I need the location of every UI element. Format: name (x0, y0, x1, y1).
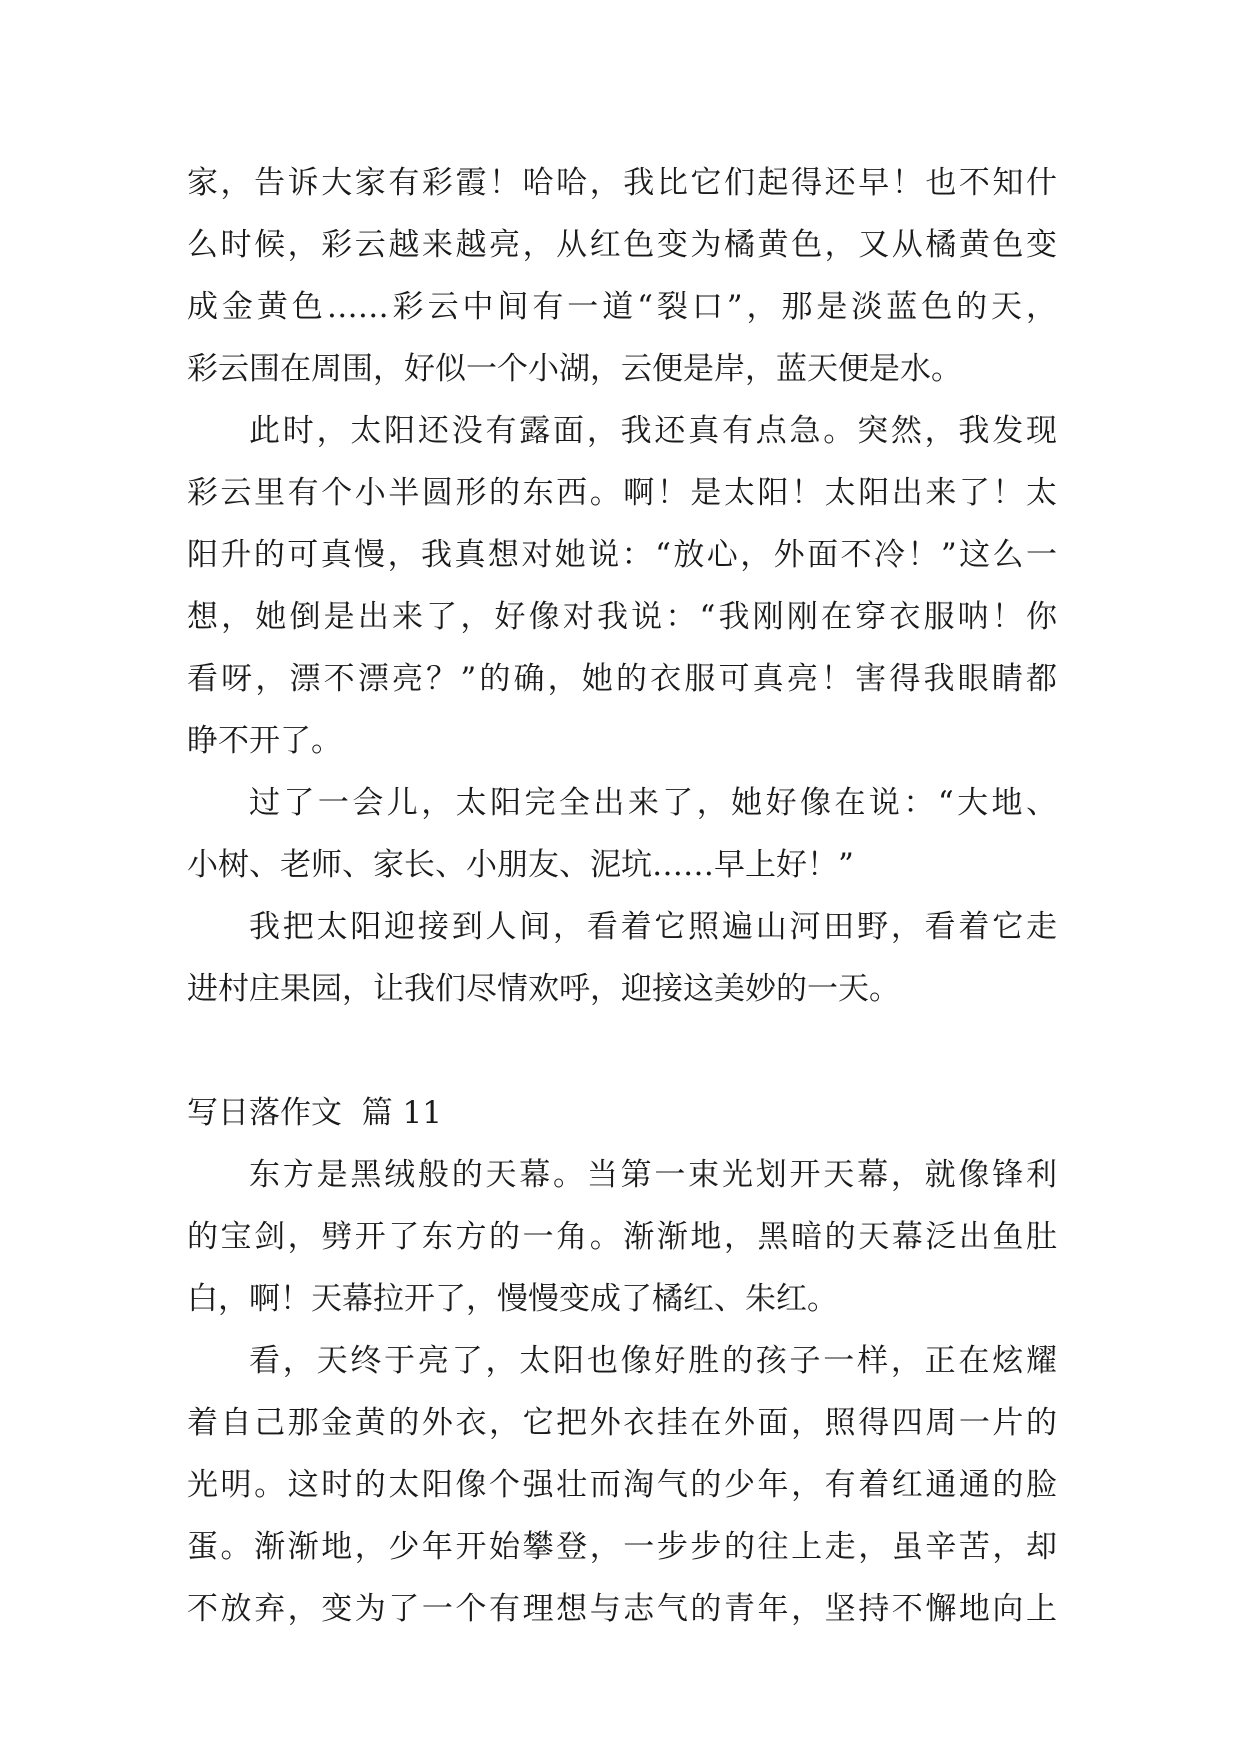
text-line: 蛋。渐渐地，少年开始攀登，一步步的往上走，虽辛苦，却 (187, 1529, 1057, 1565)
text-line: 么时候，彩云越来越亮，从红色变为橘黄色，又从橘黄色变 (187, 227, 1057, 263)
text-line: 家，告诉大家有彩霞！哈哈，我比它们起得还早！也不知什 (187, 165, 1057, 201)
text-line: 成金黄色……彩云中间有一道“裂口”，那是淡蓝色的天， (187, 289, 1057, 325)
text-line: 彩云里有个小半圆形的东西。啊！是太阳！太阳出来了！太 (187, 475, 1057, 511)
text-line: 彩云围在周围，好似一个小湖，云便是岸，蓝天便是水。 (187, 351, 962, 387)
paragraph-3 (187, 772, 1057, 896)
text-line: 的宝剑，劈开了东方的一角。渐渐地，黑暗的天幕泛出鱼肚 (187, 1219, 1057, 1255)
text-line: 阳升的可真慢，我真想对她说：“放心，外面不冷！”这么一 (187, 537, 1057, 573)
paragraph-6 (187, 1330, 1057, 1640)
paragraph-2 (187, 400, 1057, 772)
paragraph-5 (187, 1144, 1057, 1330)
paragraph-1 (187, 152, 1057, 400)
text-line: 着自己那金黄的外衣，它把外衣挂在外面，照得四周一片的 (187, 1405, 1057, 1441)
text-line: 想，她倒是出来了，好像对我说：“我刚刚在穿衣服呐！你 (187, 599, 1057, 635)
text-line: 光明。这时的太阳像个强壮而淘气的少年，有着红通通的脸 (187, 1467, 1057, 1503)
document-page (187, 152, 1057, 1640)
section-spacer (187, 1020, 1057, 1082)
text-line: 不放弃，变为了一个有理想与志气的青年，坚持不懈地向上 (187, 1591, 1057, 1627)
text-line: 此时，太阳还没有露面，我还真有点急。突然，我发现 (249, 413, 1057, 449)
text-line: 白，啊！天幕拉开了，慢慢变成了橘红、朱红。 (187, 1281, 838, 1317)
text-line: 睁不开了。 (187, 723, 342, 759)
text-line: 我把太阳迎接到人间，看着它照遍山河田野，看着它走 (249, 909, 1057, 945)
section-heading: 写日落作文 篇 11 (187, 1095, 443, 1131)
text-line: 看呀，漂不漂亮？”的确，她的衣服可真亮！害得我眼睛都 (187, 661, 1057, 697)
text-line: 小树、老师、家长、小朋友、泥坑……早上好！” (187, 847, 854, 883)
text-line: 看，天终于亮了，太阳也像好胜的孩子一样，正在炫耀 (249, 1343, 1057, 1379)
paragraph-4 (187, 896, 1057, 1020)
text-line: 过了一会儿，太阳完全出来了，她好像在说：“大地、 (249, 785, 1057, 821)
text-line: 东方是黑绒般的天幕。当第一束光划开天幕，就像锋利 (249, 1157, 1057, 1193)
text-line: 进村庄果园，让我们尽情欢呼，迎接这美妙的一天。 (187, 971, 900, 1007)
